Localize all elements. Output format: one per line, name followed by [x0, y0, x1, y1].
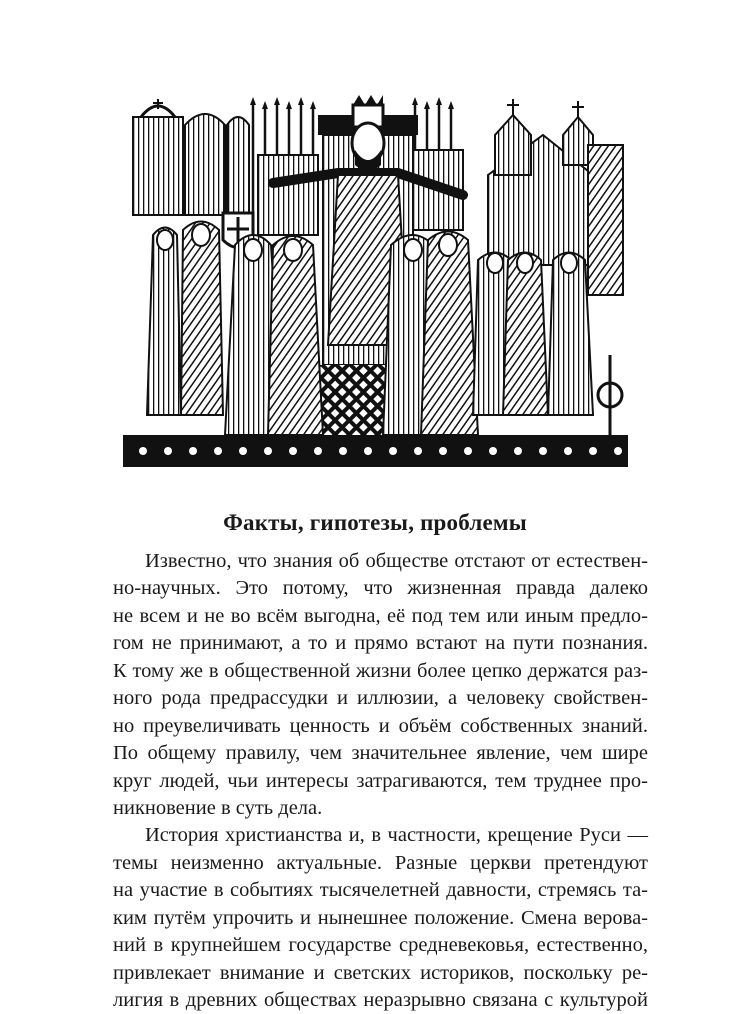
text-line: гом не принимают, а то и прямо встают на пути познания. — [113, 632, 648, 655]
paragraph — [113, 548, 648, 822]
text-line: но преувеличивать ценность и объём собственных знаний. — [113, 714, 648, 737]
text-line: лигия в древних обществах неразрывно связана с культурой — [113, 989, 648, 1011]
body-text — [113, 548, 648, 1014]
text-line: Известно, что знания об обществе отстают от естествен- — [145, 550, 648, 572]
text-line: привлекает внимание и светских историков, поскольку ре- — [113, 961, 648, 984]
paragraph — [113, 822, 648, 1014]
illustration-image — [123, 95, 628, 467]
text-line: никновение в суть дела. — [113, 796, 323, 819]
text-line: По общему правилу, чем значительнее явление, чем шире — [113, 742, 648, 765]
text-line: К тому же в общественной жизни более цепко держатся раз- — [113, 659, 648, 682]
text-line: ний в крупнейшем государстве средневековья, естественно, — [113, 934, 648, 957]
woodcut-illustration — [123, 95, 628, 467]
text-line: История христианства и, в частности, крещение Руси — — [145, 824, 648, 847]
section-heading: Факты, гипотезы, проблемы — [223, 510, 527, 535]
text-line: ким путём упрочить и нынешнее положение. Смена верова- — [113, 906, 648, 929]
text-line: но-научных. Это потому, что жизненная правда далеко — [113, 577, 648, 600]
text-line: круг людей, чьи интересы затрагиваются, тем труднее про- — [113, 769, 648, 792]
text-line: не всем и не во всём выгодна, её под тем или иным предло- — [113, 604, 648, 627]
text-line: на участие в событиях тысячелетней давности, стремясь та- — [113, 879, 648, 902]
text-line: ного рода предрассудки и иллюзии, а человеку свойствен- — [113, 687, 648, 710]
text-line: темы неизменно актуальные. Разные церкви претендуют — [113, 851, 648, 874]
